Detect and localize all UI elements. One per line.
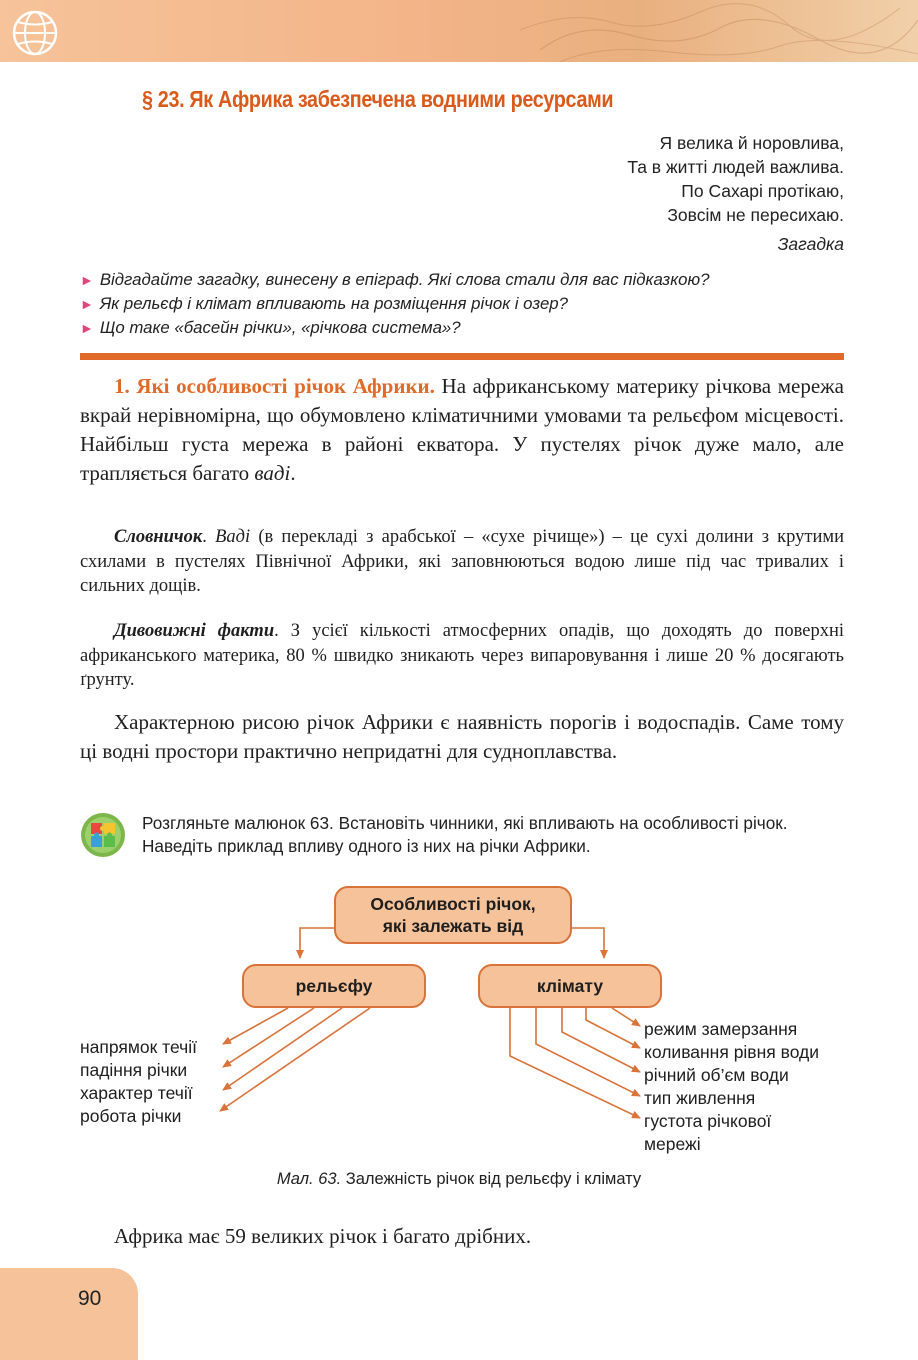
climate-factor: коливання рівня води <box>644 1042 820 1062</box>
arrow-relief-3 <box>223 1008 342 1090</box>
arrow-main-relief <box>300 928 334 958</box>
epigraph-line: Та в житті людей важлива. <box>627 157 844 177</box>
page-title: § 23. Як Африка забезпечена водними ресурсами <box>142 86 614 112</box>
glossary-term: Ваді <box>215 527 251 547</box>
climate-factor: режим замерзання <box>644 1019 798 1039</box>
facts-note: Дивовижні факти. З усієї кількості атмосферних опадів, що доходять до поверхні африканського материка, 80 % швидко зникають через випаровування і лише 20 % досягають ґрунту. <box>80 621 844 690</box>
climate-factor: густота річкової <box>644 1111 772 1131</box>
relief-factors-list <box>80 1036 197 1128</box>
climate-factor: річний об’єм води <box>644 1065 789 1085</box>
arrow-relief-4 <box>220 1008 370 1111</box>
term-wadi: ваді <box>254 461 291 485</box>
page-number: 90 <box>78 1287 102 1310</box>
closing-paragraph: Африка має 59 великих річок і багато дрібних. <box>114 1224 532 1248</box>
arrow-relief-1 <box>223 1008 288 1044</box>
section-1-paragraph: 1. Які особливості річок Африки. На африканському материку річкова мережа вкрай нерівномірна, що обумовлено кліматичними умовами та рельєфом місцевості. Найбільш густа мережа в районі екватора. У пустелях річок дуже мало, але трапляється багато ваді. <box>80 374 844 485</box>
relief-factor: характер течії <box>80 1083 193 1103</box>
relief-factor: напрямок течії <box>80 1037 198 1057</box>
question-item: ► Що таке «басейн річки», «річкова система»? <box>80 318 461 337</box>
diagram-climate-node: клімату <box>478 964 662 1008</box>
triangle-bullet-icon: ► <box>80 296 94 312</box>
climate-factor: мережі <box>644 1134 701 1154</box>
triangle-bullet-icon: ► <box>80 272 94 288</box>
globe-icon <box>10 8 60 58</box>
glossary-note: Словничок. Ваді (в перекладі з арабської – «сухе річище») – це сухі долини з крутими схилами в пустелях Північної Африки, які заповнюються водою лише під час тривалих і сильних дощів. <box>80 527 845 596</box>
arrow-climate-2 <box>586 1008 640 1048</box>
triangle-bullet-icon: ► <box>80 320 94 336</box>
paragraph-rapids: Характерною рисою річок Африки є наявність порогів і водоспадів. Саме тому ці водні простори практично непридатні для судноплавства. <box>80 710 844 763</box>
section-heading: 1. Які особливості річок Африки. <box>114 374 435 398</box>
arrow-main-climate <box>572 928 604 958</box>
question-item: ► Як рельєф і клімат впливають на розміщення річок і озер? <box>80 294 568 313</box>
epigraph <box>444 131 844 256</box>
header-band <box>0 0 918 62</box>
climate-factor: тип живлення <box>644 1088 756 1108</box>
relief-factor: робота річки <box>80 1106 182 1126</box>
warmup-questions <box>80 268 860 340</box>
diagram-figure-63 <box>0 870 918 1170</box>
epigraph-line: Зовсім не пересихаю. <box>667 205 844 225</box>
question-item: ► Відгадайте загадку, винесену в епіграф. Які слова стали для вас підказкою? <box>80 270 710 289</box>
epigraph-line: По Сахарі протікаю, <box>681 181 844 201</box>
facts-label: Дивовижні факти <box>114 621 275 641</box>
section-divider <box>80 353 844 360</box>
task-text: Розгляньте малюнок 63. Встановіть чинники, які впливають на особливості річок. Наведіть приклад впливу одного із них на річки Африки. <box>142 813 788 856</box>
epigraph-line: Я велика й норовлива, <box>659 133 844 153</box>
diagram-main-node: Особливості річок, які залежать від <box>334 886 572 944</box>
epigraph-source: Загадка <box>777 234 844 254</box>
relief-factor: падіння річки <box>80 1060 188 1080</box>
puzzle-icon <box>80 812 126 858</box>
glossary-label: Словничок <box>114 527 203 547</box>
figure-caption: Мал. 63. Залежність річок від рельєфу і клімату <box>276 1170 642 1188</box>
page-number-tab <box>0 1268 138 1360</box>
arrow-climate-1 <box>612 1008 640 1026</box>
map-texture <box>520 0 918 62</box>
climate-factors-list <box>644 1018 819 1156</box>
diagram-relief-node: рельєфу <box>242 964 426 1008</box>
